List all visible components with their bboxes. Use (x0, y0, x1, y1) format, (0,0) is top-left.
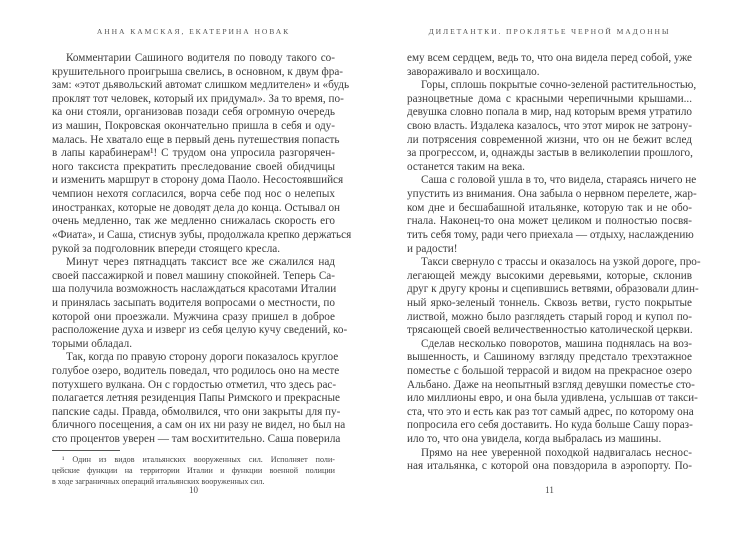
text-line: Такси свернуло с трассы и оказалось на узкой дороге, про- (421, 256, 701, 269)
paragraph (407, 447, 692, 474)
text-line: ило миллионы евро, и она была удивлена, услышав от такси- (407, 392, 698, 405)
text-line: свою власть. Издалека казалось, что этот мирок не затрону- (407, 120, 692, 133)
text-line: очень медленно, так же медленно снижалась скорость его (52, 215, 335, 228)
paragraph (407, 52, 692, 79)
running-header-authors: АННА КАМСКАЯ, ЕКАТЕРИНА НОВАК (96, 27, 291, 36)
text-line: в лапы карабинерам¹! С трудом она упросила разгорячен- (52, 147, 335, 160)
text-line: легающей между высокими деревьями, которые, склонив (407, 269, 692, 282)
footnote-line: цейские функции на территории Италии и функции военной полиции (52, 465, 335, 475)
footnote-divider (52, 450, 120, 451)
text-line: ему всем сердцем, ведь то, что она видела перед собой, уже (407, 52, 692, 64)
text-line: Альбано. Даже на неопытный взгляд девушки поместье сто- (407, 378, 695, 391)
running-header-title: ДИЛЕТАНТКИ. ПРОКЛЯТЬЕ ЧЕРНОЙ МАДОННЫ (428, 27, 671, 36)
text-line: и изменить маршрут в сторону дома Паоло. Несостоявшийся (52, 174, 344, 187)
text-line: упустить из внимания. Она забыла о нервном перелете, жар- (407, 188, 697, 201)
text-line: девушка словно попала в мир, над которым время утратило (407, 106, 692, 119)
text-line: расположение духа и изверг из себя целую кучу сведений, ко- (52, 324, 348, 337)
text-line: полагается летняя резиденция Папы Римского и прекрасные (52, 392, 340, 405)
left-page-body (52, 52, 352, 447)
text-line: ком дне и бесшабашной итальянке, которую так и не обо- (407, 201, 692, 214)
text-line: останется таким на века. (407, 160, 525, 173)
text-line: Саша с головой ушла в то, что видела, стараясь ничего не (421, 174, 697, 187)
text-line: трясающей своей величественностью католической церкви. (407, 324, 693, 337)
text-line: своей пассажиркой и повел машину спокойней. Теперь Са- (52, 269, 335, 282)
text-line: ного таксиста прекратить преследование своей обидчицы (52, 160, 335, 173)
text-line: рукой за подголовник впереди стоящего кресла. (52, 242, 281, 255)
text-line: тить себя тому, ради чего приехала — отдыху, наслаждению (407, 228, 694, 241)
text-line: ли потрясения современной жизни, что он не бежит вслед (407, 133, 692, 146)
text-line: потухшего вулкана. Он с гордостью отметил, что здесь рас- (52, 378, 337, 391)
text-line: завораживало и восхищало. (407, 65, 540, 78)
text-line: вышенность, и Сашиному взгляду предстало трехэтажное (407, 351, 692, 364)
text-line: гнала. Наконец-то она может целиком и полностью посвя- (407, 215, 692, 228)
text-line: попросила его себя доставить. Но куда больше Сашу пораз- (407, 419, 693, 432)
text-line: из машин, Покровская окончательно пришла в себя и оду- (52, 120, 335, 133)
text-line: листвой, можно было разглядеть старый город и купол по- (407, 310, 692, 323)
paragraph (407, 174, 697, 256)
footnote (52, 455, 335, 487)
text-line: друг к другу кроны и сцепившись ветвями, образовали длин- (407, 283, 699, 296)
text-line: крушительного проигрыша свелись, в основном, к двум фра- (52, 65, 344, 78)
text-line: разноцветные дома с красными черепичными крышами... (407, 92, 692, 105)
text-line: Так, когда по правую сторону дороги показалось круглое (66, 351, 339, 364)
text-line: Комментарии Сашиного водителя по поводу такого со- (66, 52, 335, 64)
right-page (407, 0, 701, 540)
text-line: малась. Не хватало еще в первый день путешествия попасть (52, 133, 340, 146)
footnote-line: в ходе заграничных операций итальянских вооруженных сил. (52, 476, 265, 486)
paragraph (52, 351, 346, 446)
text-line: торыми обладал. (52, 337, 133, 350)
text-line: голубое озеро, водитель поведал, что родилось оно на месте (52, 365, 340, 378)
page-number: 10 (189, 485, 198, 495)
text-line: ило то, что она увидела, когда выбралась из машины. (407, 433, 662, 446)
text-line: чемпион нехотя согласился, ворча себе под нос о нелепых (52, 188, 335, 201)
text-line: Горы, сплошь покрытые сочно-зеленой растительностью, (421, 79, 697, 92)
footnote-line: ¹ Один из видов итальянских вооруженных сил. Исполняет поли- (62, 455, 335, 464)
text-line: папские сады. Правда, обмолвился, что они закрыты для пу- (52, 405, 341, 418)
text-line: иностранках, которые не доводят дела до конца. Остывал он (52, 201, 341, 214)
paragraph (52, 256, 348, 351)
text-line: поместье с большой террасой и видом на прекрасное озеро (407, 365, 692, 378)
text-line: ный ярко-зеленый тоннель. Сквозь ветви, густо покрытые (407, 296, 692, 309)
paragraph (407, 79, 697, 174)
text-line: зам: «этот дьявольский автомат слишком медлителен» и «будь (52, 79, 350, 92)
text-line: сто процентов уверен — там восхитительно. Саша поверила (52, 433, 341, 446)
text-line: которой они проезжали. Мужчина сразу пришел в доброе (52, 310, 335, 323)
page-number: 11 (545, 485, 554, 495)
right-page-body (407, 52, 701, 474)
text-line: ста, что это и есть как раз тот самый адрес, по которому она (407, 405, 694, 418)
text-line: Прямо на нее уверенной походкой надвигалась неснос- (421, 446, 692, 459)
text-line: за прогрессом, и, однажды застыв в великолепии прошлого, (407, 147, 693, 160)
left-page (52, 0, 352, 540)
paragraph (407, 256, 701, 338)
text-line: «Фиата», и Саша, стиснув зубы, продолжала крепко держаться (52, 228, 352, 241)
text-line: Сделав несколько поворотов, машина поднялась на воз- (421, 337, 692, 350)
text-line: и принялась засыпать водителя вопросами о местности, по (52, 296, 335, 309)
text-line: и радости! (407, 242, 458, 255)
paragraph (407, 337, 698, 447)
text-line: ка они стояли, организовав позади себя огромную очередь (52, 106, 335, 119)
paragraph (52, 52, 352, 256)
text-line: ша получила возможность наслаждаться красотами Италии (52, 283, 337, 296)
text-line: Минут через пятнадцать таксист все же сжалился над (66, 256, 335, 269)
text-line: бличного посещения, а сам он их ни разу не видел, но был на (52, 419, 346, 432)
text-line: проклят тот человек, который их придумал». За то время, по- (52, 92, 344, 105)
text-line: ная итальянка, с которой она повздорила в аэропорту. По- (407, 460, 692, 473)
